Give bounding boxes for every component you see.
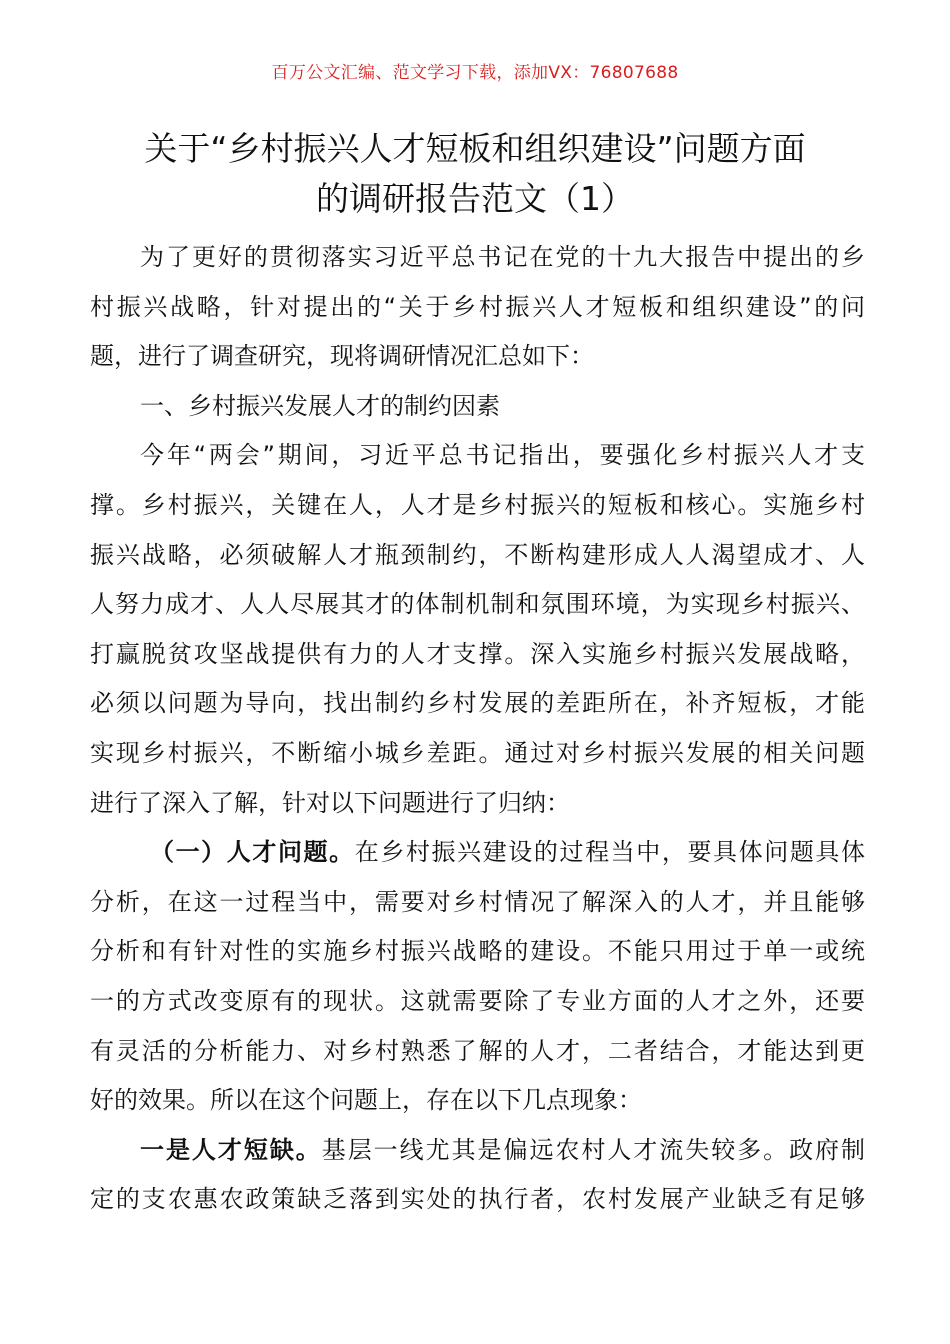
subsection-lead: （一）人才问题。	[150, 838, 355, 867]
document-title	[60, 124, 890, 224]
point-lead: 一是人才短缺。	[140, 1135, 322, 1164]
paragraph-text: 在乡村振兴建设的过程当中，要具体问题具体	[354, 838, 866, 867]
paragraph-line: 必须以问题为导向，找出制约乡村发展的差距所在，补齐短板，才能	[90, 689, 865, 718]
header-watermark-note: 百万公文汇编、范文学习下载，添加VX：76807688	[271, 63, 679, 83]
paragraph-line: 实现乡村振兴，不断缩小城乡差距。通过对乡村振兴发展的相关问题	[90, 738, 865, 767]
paragraph-line: 一的方式改变原有的现状。这就需要除了专业方面的人才之外，还要	[90, 986, 865, 1015]
document-body	[90, 233, 865, 1225]
paragraph-text: 基层一线尤其是偏远农村人才流失较多。政府制	[321, 1135, 866, 1164]
paragraph-line: 有灵活的分析能力、对乡村熟悉了解的人才，二者结合，才能达到更	[90, 1036, 865, 1065]
paragraph-line: 村振兴战略，针对提出的“关于乡村振兴人才短板和组织建设”的问	[90, 292, 865, 321]
paragraph-line: 定的支农惠农政策缺乏落到实处的执行者，农村发展产业缺乏有足够	[90, 1185, 865, 1214]
title-line-2: 的调研报告范文（1）	[316, 179, 634, 218]
paragraph-line: 分析和有针对性的实施乡村振兴战略的建设。不能只用过于单一或统	[90, 937, 865, 966]
paragraph-line: 今年“两会”期间，习近平总书记指出，要强化乡村振兴人才支	[140, 441, 865, 470]
paragraph-line: 打赢脱贫攻坚战提供有力的人才支撑。深入实施乡村振兴发展战略，	[90, 639, 865, 668]
paragraph-line: 撑。乡村振兴，关键在人，人才是乡村振兴的短板和核心。实施乡村	[90, 490, 865, 519]
title-line-1: 关于“乡村振兴人才短板和组织建设”问题方面	[144, 129, 806, 168]
paragraph-line: 题，进行了调查研究，现将调研情况汇总如下：	[90, 342, 594, 371]
paragraph-line	[90, 828, 865, 878]
paragraph-line: 进行了深入了解，针对以下问题进行了归纳：	[90, 788, 570, 817]
paragraph-line	[90, 1126, 865, 1176]
paragraph-line: 振兴战略，必须破解人才瓶颈制约，不断构建形成人人渴望成才、人	[90, 540, 865, 569]
paragraph-line: 人努力成才、人人尽展其才的体制机制和氛围环境，为实现乡村振兴、	[90, 590, 865, 619]
paragraph-line: 为了更好的贯彻落实习近平总书记在党的十九大报告中提出的乡	[140, 243, 865, 271]
section-heading: 一、乡村振兴发展人才的制约因素	[140, 391, 500, 420]
paragraph-line: 分析，在这一过程当中，需要对乡村情况了解深入的人才，并且能够	[90, 887, 865, 916]
paragraph-line: 好的效果。所以在这个问题上，存在以下几点现象：	[90, 1086, 642, 1115]
